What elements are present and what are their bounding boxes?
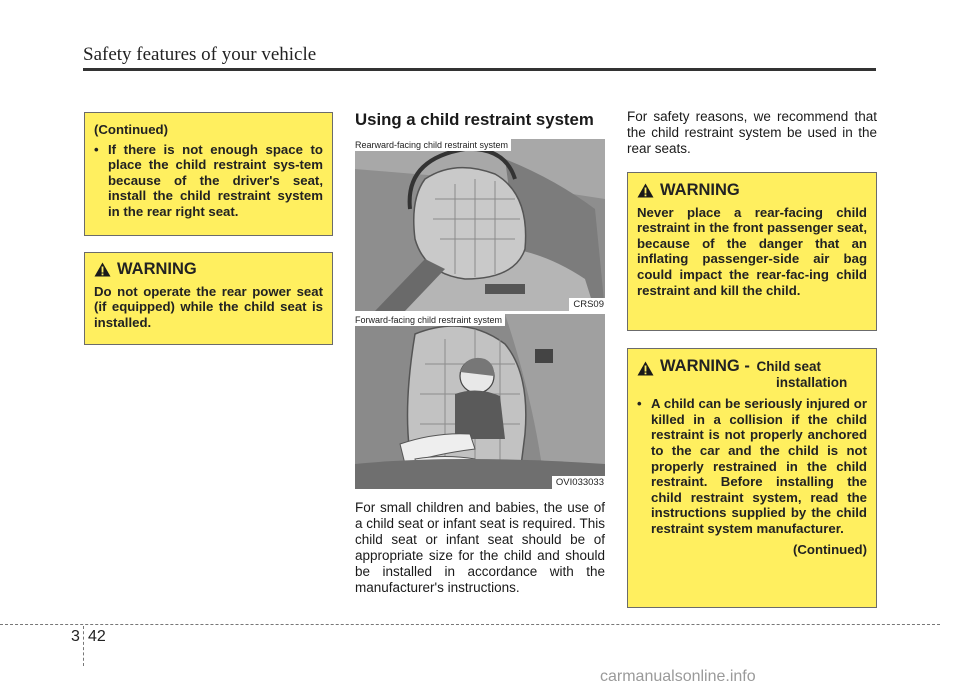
figure-label: Forward-facing child restraint system (355, 314, 505, 326)
figure-code: CRS09 (569, 298, 605, 311)
continued-note-box (84, 112, 333, 236)
installation-bullet (637, 396, 867, 536)
continued-label: (Continued) (793, 541, 867, 557)
front-seat-warning-box (627, 172, 877, 331)
footer-rule (0, 624, 940, 625)
rear-seat-warning-box (84, 252, 333, 345)
forward-facing-seat-illustration (355, 314, 605, 489)
header-rule (83, 68, 876, 71)
installation-warning-box (627, 348, 877, 608)
page-header-title: Safety features of your vehicle (83, 44, 317, 65)
warning-title: WARNING - (660, 357, 750, 375)
continued-heading: (Continued) (94, 122, 168, 137)
warning-subtitle: Child seat (756, 359, 822, 374)
section-title: Using a child restraint system (355, 110, 594, 129)
figure-label: Rearward-facing child restraint system (355, 139, 511, 151)
warning-triangle-icon (637, 183, 654, 198)
warning-header (94, 262, 323, 278)
bullet-dot: • (637, 396, 642, 412)
warning-title: WARNING (660, 181, 740, 199)
forward-facing-figure (355, 314, 605, 489)
page-number: 42 (88, 628, 106, 645)
rear-seat-recommendation: For safety reasons, we recommend that the child restraint system be used in the rear seats. (627, 109, 877, 156)
warning-header (637, 183, 867, 199)
bullet-dot: • (94, 141, 99, 157)
warning-text: Never place a rear-facing child restraint in the front passenger seat, because of the danger that an inflating passenger-side air bag could impact the rear-fac-ing child restraint and kill the child. (637, 204, 867, 298)
warning-title-group (660, 359, 847, 390)
warning-header (637, 359, 867, 390)
chapter-number: 3 (71, 628, 80, 645)
continued-bullet-text: If there is not enough space to place the child restraint sys-tem because of the driver's seat, install the child restraint system in the rear right seat. (108, 141, 323, 219)
installation-bullet-text: A child can be seriously injured or killed in a collision if the child restraint is not properly anchored to the car and the child is not properly restrained in the child restraint. Before installing the child restraint system, read the instructions supplied by the child restraint system manufacturer. (651, 396, 867, 536)
child-seat-paragraph: For small children and babies, the use of a child seat or infant seat is required. This child seat or infant seat should be of appropriate size for the child and should be installed in accordance with the manufacturer's instructions. (355, 500, 605, 595)
figure-code: OVI033033 (552, 476, 605, 489)
warning-title: WARNING (117, 260, 197, 278)
continued-bullet (94, 142, 323, 220)
warning-triangle-icon (637, 361, 654, 376)
rear-facing-seat-illustration (355, 139, 605, 311)
warning-triangle-icon (94, 262, 111, 277)
footer-divider (83, 626, 84, 666)
warning-subtitle-line2: installation (776, 374, 848, 390)
warning-text: Do not operate the rear power seat (if equipped) while the child seat is installed. (94, 283, 323, 330)
rear-facing-figure (355, 139, 605, 311)
watermark: carmanualsonline.info (600, 668, 756, 685)
